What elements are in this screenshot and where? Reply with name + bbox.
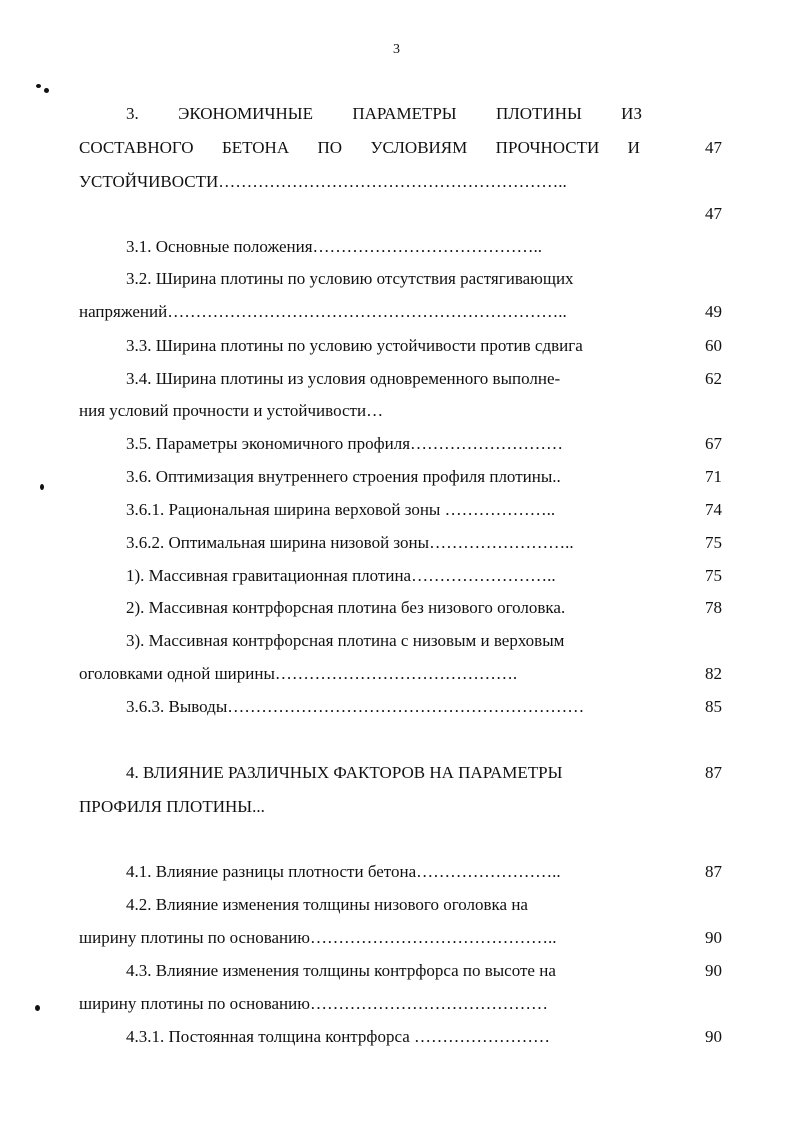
toc-entry-page: 90 (705, 1027, 722, 1046)
heading-word: УСЛОВИЯМ (370, 138, 468, 157)
toc-entry-text: 1). Массивная гравитационная плотина…………………….. (126, 566, 556, 585)
heading-word: БЕТОНА (221, 138, 290, 157)
toc-entry-text: 2). Массивная контрфорсная плотина без низового оголовка. (126, 598, 566, 617)
toc-entry-text: 3.6.1. Рациональная ширина верховой зоны ……………….. (126, 500, 556, 519)
toc-entry-text: 3.6.2. Оптимальная ширина низовой зоны…………………….. (126, 533, 574, 552)
toc-entry-text: 3.4. Ширина плотины из условия одновременного выполне- (126, 369, 561, 388)
chapter4-heading-line2: ПРОФИЛЯ ПЛОТИНЫ... (79, 797, 265, 816)
toc-entry-page: 75 (705, 533, 722, 552)
chapter3-heading-line2 (79, 137, 640, 159)
toc-entry-text: ширину плотины по основанию…………………………………….. (79, 928, 557, 947)
toc-entry-text: 4.1. Влияние разницы плотности бетона…………………….. (126, 862, 561, 881)
heading-word: ПЛОТИНЫ (495, 104, 582, 123)
toc-entry-page: 90 (705, 928, 722, 947)
toc-entry-text: 4.3. Влияние изменения толщины контрфорса по высоте на (126, 961, 556, 980)
toc-entry-text: ния условий прочности и устойчивости… (79, 401, 384, 420)
heading-word: ПРОЧНОСТИ (495, 138, 600, 157)
speck-mark (40, 484, 44, 490)
chapter3-extra-page: 47 (705, 204, 722, 223)
chapter3-heading-line1 (126, 103, 642, 125)
toc-entry-page: 78 (705, 598, 722, 617)
toc-entry-text: 4.3.1. Постоянная толщина контрфорса …………………… (126, 1027, 550, 1046)
heading-word: ЭКОНОМИЧНЫЕ (178, 104, 313, 123)
speck-mark (35, 1005, 40, 1011)
toc-entry-page: 74 (705, 500, 722, 519)
toc-entry-page: 71 (705, 467, 722, 486)
toc-entry-page: 87 (705, 862, 722, 881)
toc-entry-page: 49 (705, 302, 722, 321)
heading-word: ПАРАМЕТРЫ (352, 104, 457, 123)
chapter3-heading-line3: УСТОЙЧИВОСТИ…………………………………………………….. (79, 172, 567, 191)
heading-word: ПО (317, 138, 343, 157)
toc-entry-text: 3.6.3. Выводы……………………………………………………… (126, 697, 585, 716)
heading-word: ИЗ (621, 104, 642, 123)
toc-entry-page: 60 (705, 336, 722, 355)
toc-entry-page: 82 (705, 664, 722, 683)
toc-entry-text: ширину плотины по основанию…………………………………… (79, 994, 548, 1013)
toc-entry-text: 3.5. Параметры экономичного профиля……………………… (126, 434, 564, 453)
toc-entry-page: 75 (705, 566, 722, 585)
toc-entry-text: 3.6. Оптимизация внутреннего строения профиля плотины.. (126, 467, 561, 486)
toc-entry-text: 3.3. Ширина плотины по условию устойчивости против сдвига (126, 336, 583, 355)
heading-word: 3. (126, 104, 139, 123)
toc-entry-page: 85 (705, 697, 722, 716)
chapter3-heading-page: 47 (705, 138, 722, 157)
heading-word: И (627, 138, 640, 157)
toc-entry-page: 67 (705, 434, 722, 453)
toc-entry-text: 3). Массивная контрфорсная плотина с низовым и верховым (126, 631, 565, 650)
heading-word: СОСТАВНОГО (79, 138, 194, 157)
toc-entry-text: 3.1. Основные положения………………………………….. (126, 237, 543, 256)
speck-mark (36, 84, 41, 88)
chapter4-heading-line1: 4. ВЛИЯНИЕ РАЗЛИЧНЫХ ФАКТОРОВ НА ПАРАМЕТРЫ (126, 763, 563, 782)
toc-entry-text: 3.2. Ширина плотины по условию отсутствия растягивающих (126, 269, 574, 288)
toc-entry-page: 90 (705, 961, 722, 980)
toc-entry-page: 62 (705, 369, 722, 388)
page-number: 3 (393, 42, 400, 57)
toc-entry-text: оголовками одной ширины……………………………………. (79, 664, 518, 683)
speck-mark (44, 88, 49, 93)
toc-entry-text: напряжений…………………………………………………………….. (79, 302, 567, 321)
chapter4-heading-page: 87 (705, 763, 722, 782)
toc-entry-text: 4.2. Влияние изменения толщины низового оголовка на (126, 895, 528, 914)
